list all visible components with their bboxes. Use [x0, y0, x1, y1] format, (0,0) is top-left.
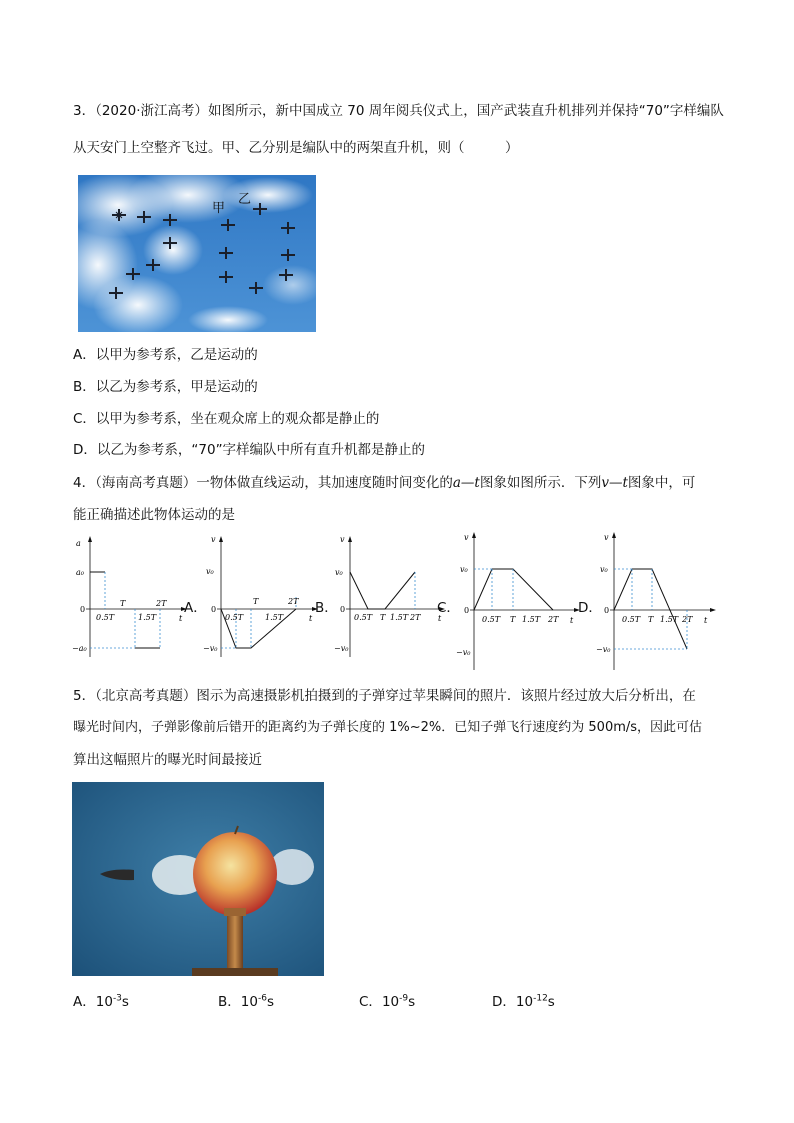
svg-text:−v₀: −v₀ — [456, 648, 471, 657]
label-yi: 乙 — [238, 192, 252, 207]
svg-text:0.5T: 0.5T — [482, 615, 501, 624]
svg-text:t: t — [309, 614, 313, 623]
q4-var-at: a—t — [452, 475, 480, 491]
svg-text:2T: 2T — [288, 597, 299, 606]
helicopter-formation-photo — [78, 175, 316, 332]
svg-text:0.5T: 0.5T — [225, 613, 244, 622]
neg-a0-label: −a₀ — [72, 644, 87, 653]
svg-text:T: T — [510, 615, 516, 624]
svg-text:T: T — [253, 597, 259, 606]
svg-text:−v₀: −v₀ — [596, 645, 611, 654]
q4-number: 4． — [73, 475, 96, 491]
svg-text:t: t — [438, 614, 442, 623]
q5-option-c: C．$10^{-9}s$ — [359, 993, 416, 1010]
q3-source: （2020·浙江高考） — [95, 103, 208, 119]
svg-text:2T: 2T — [682, 615, 693, 624]
svg-text:0: 0 — [340, 605, 346, 614]
vt-graph-a — [203, 532, 318, 666]
svg-text:1.5T: 1.5T — [265, 613, 284, 622]
svg-text:v₀: v₀ — [600, 565, 608, 574]
bullet-apple-photo — [72, 782, 324, 976]
q5-line3: 算出这幅照片的曝光时间最接近 — [73, 752, 262, 768]
q3-option-b: B．以乙为参考系，甲是运动的 — [73, 379, 258, 395]
vt-graph-d — [596, 532, 721, 676]
q5-number: 5． — [73, 688, 96, 704]
svg-text:0.5T: 0.5T — [622, 615, 641, 624]
svg-text:0: 0 — [604, 606, 610, 615]
q4-line1 — [73, 474, 695, 492]
svg-text:v: v — [211, 535, 216, 544]
svg-text:v: v — [464, 533, 469, 542]
t1-label: T — [120, 599, 126, 608]
q4-source: （海南高考真题） — [95, 475, 197, 491]
label-jia: 甲 — [212, 201, 226, 216]
svg-text:t: t — [570, 616, 574, 625]
q3-number: 3． — [73, 103, 96, 119]
q5-option-b: B．$10^{-6}s$ — [218, 993, 274, 1010]
q4-option-d-letter: D． — [578, 600, 602, 616]
svg-text:0.5T: 0.5T — [354, 613, 373, 622]
vt-graph-b — [332, 532, 447, 666]
q4-option-b-letter: B． — [315, 600, 338, 616]
q3-option-a: A．以甲为参考系，乙是运动的 — [73, 347, 258, 363]
q3-line2: 从天安门上空整齐飞过。甲、乙分别是编队中的两架直升机，则（ ） — [73, 140, 519, 156]
q3-line1 — [73, 102, 724, 120]
q5-line2: 曝光时间内，子弹影像前后错开的距离约为子弹长度的 1%~2%．已知子弹飞行速度约为 500m/s，因此可估 — [73, 720, 703, 735]
q4-var-vt: v—t — [601, 475, 628, 491]
svg-text:1.5T: 1.5T — [390, 613, 409, 622]
q5-source: （北京高考真题） — [95, 688, 197, 704]
svg-text:0: 0 — [464, 606, 470, 615]
svg-text:2T: 2T — [548, 615, 559, 624]
q4-text-1a: 一物体做直线运动，其加速度随时间变化的 — [196, 475, 453, 491]
svg-text:t: t — [704, 616, 708, 625]
q3-option-c: C．以甲为参考系，坐在观众席上的观众都是静止的 — [73, 411, 380, 427]
svg-text:v: v — [340, 535, 345, 544]
svg-text:v₀: v₀ — [206, 567, 214, 576]
q4-option-c-letter: C． — [437, 600, 460, 616]
t-axis-label: t — [179, 614, 183, 623]
q5-text-1: 图示为高速摄影机拍摄到的子弹穿过苹果瞬间的照片．该照片经过放大后分析出，在 — [196, 688, 696, 704]
svg-text:−v₀: −v₀ — [334, 644, 349, 653]
q5-line1 — [73, 687, 696, 705]
q4-text-1c: 图象中，可 — [627, 475, 696, 491]
t2-label: 2T — [156, 599, 167, 608]
t05-label: 0.5T — [96, 613, 115, 622]
svg-text:−v₀: −v₀ — [203, 644, 218, 653]
svg-text:1.5T: 1.5T — [660, 615, 679, 624]
a-axis-label: a — [76, 539, 81, 548]
q5-option-d: D．$10^{-12}s$ — [492, 993, 555, 1010]
svg-text:T: T — [380, 613, 386, 622]
svg-text:v₀: v₀ — [335, 568, 343, 577]
t15-label: 1.5T — [138, 613, 157, 622]
origin-label: 0 — [80, 605, 86, 614]
svg-text:v: v — [604, 533, 609, 542]
q4-text-1b: 图象如图所示．下列 — [479, 475, 602, 491]
svg-text:v₀: v₀ — [460, 565, 468, 574]
svg-text:T: T — [648, 615, 654, 624]
svg-text:2T: 2T — [410, 613, 421, 622]
at-graph — [72, 532, 187, 666]
vt-graph-c — [456, 532, 581, 676]
q4-line2: 能正确描述此物体运动的是 — [73, 507, 235, 523]
q3-option-d: D．以乙为参考系，“70”字样编队中所有直升机都是静止的 — [73, 442, 426, 458]
q5-option-a: A．$10^{-3}s$ — [73, 993, 129, 1010]
q4-option-a-letter: A． — [184, 600, 207, 616]
svg-text:1.5T: 1.5T — [522, 615, 541, 624]
q3-text-1: 如图所示，新中国成立 70 周年阅兵仪式上，国产武装直升机排列并保持“70”字样编队 — [208, 103, 724, 119]
svg-text:0: 0 — [211, 605, 217, 614]
a0-label: a₀ — [76, 568, 84, 577]
